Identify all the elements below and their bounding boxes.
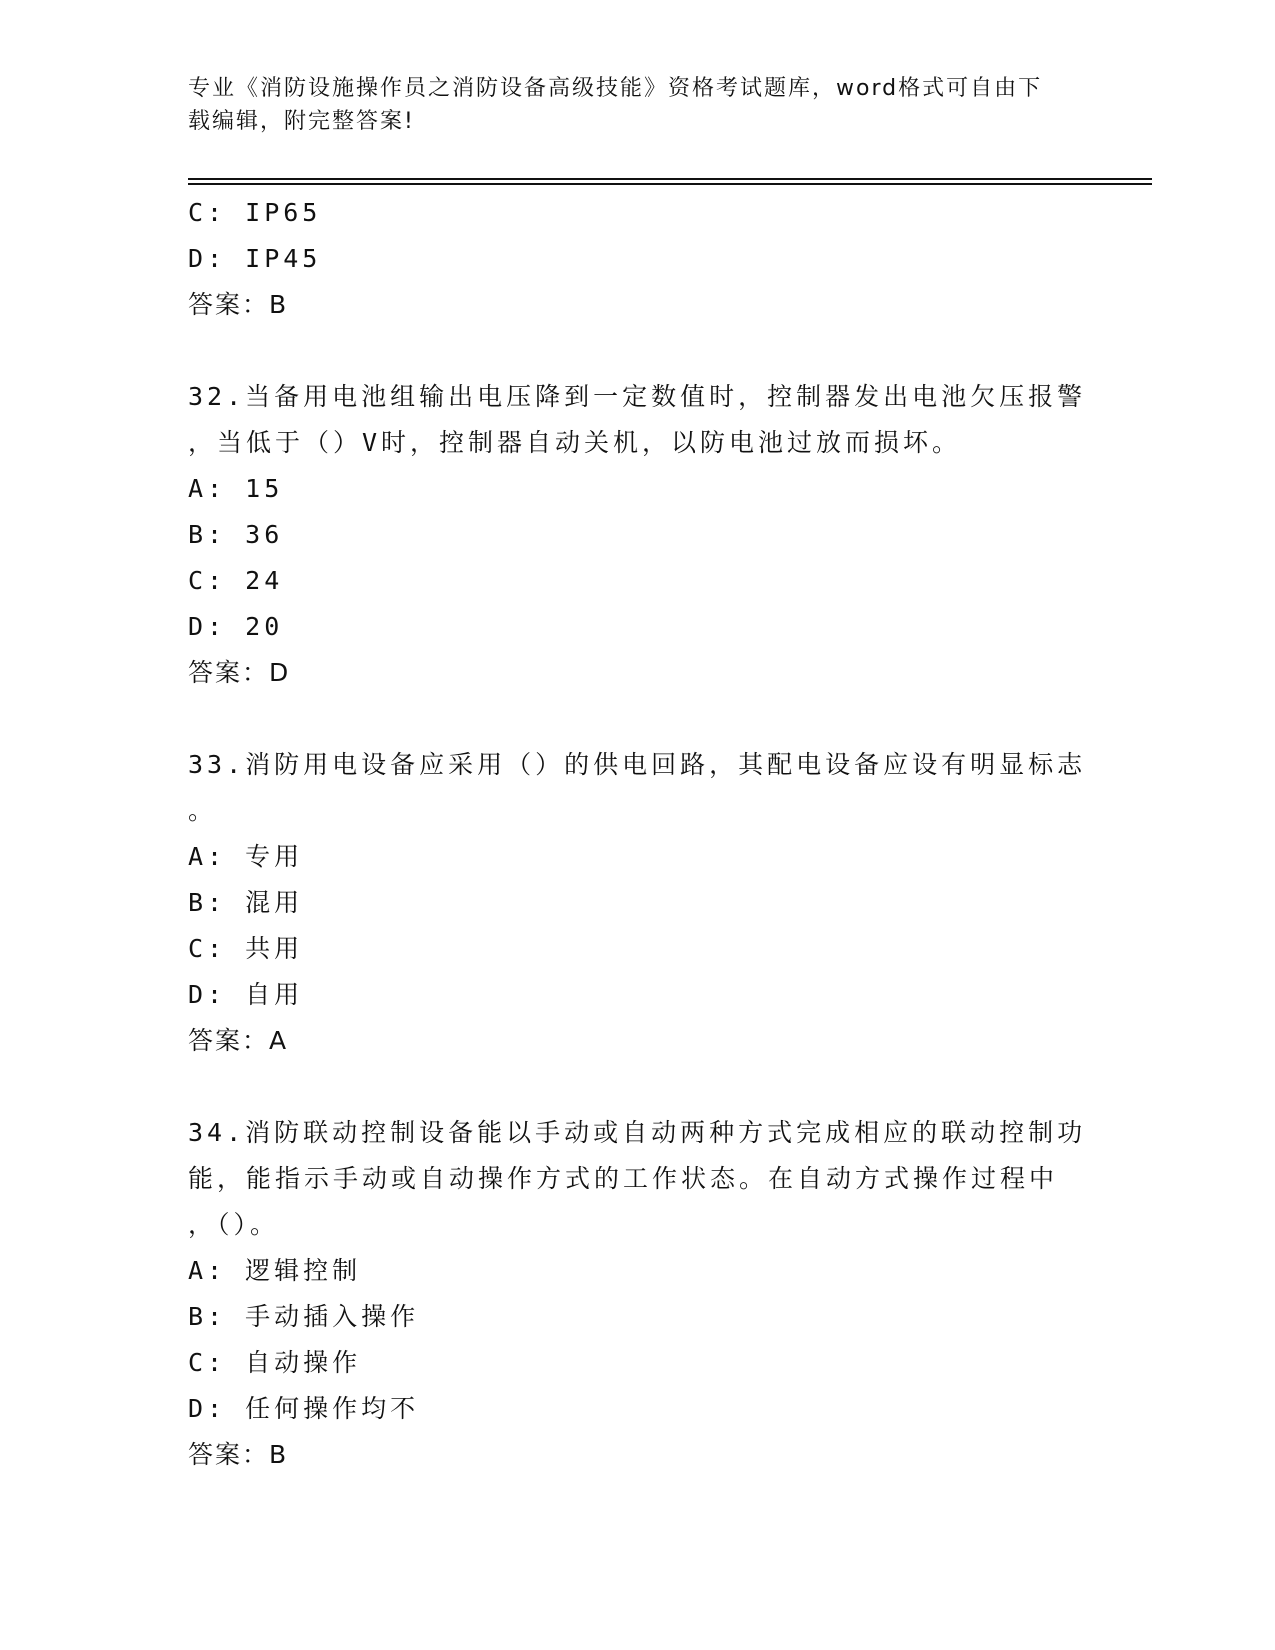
question-33 [188,742,1088,1064]
answer-line: 答案：B [188,290,289,319]
option-d: D: 自用 [188,980,304,1009]
option-a: A: 逻辑控制 [188,1256,362,1285]
question-stem-line: 能，能指示手动或自动操作方式的工作状态。在自动方式操作过程中 [188,1164,1059,1193]
spacer [188,328,1088,374]
question-34 [188,1110,1088,1478]
option-d: D: 任何操作均不 [188,1394,420,1423]
header-rule-top [188,178,1152,180]
spacer [188,1064,1088,1110]
question-stem-line: 34.消防联动控制设备能以手动或自动两种方式完成相应的联动控制功 [188,1118,1087,1147]
option-b: B: 混用 [188,888,304,917]
option-a: A: 15 [188,474,284,503]
option-d: D: 20 [188,612,284,641]
question-stem-line: 32.当备用电池组输出电压降到一定数值时，控制器发出电池欠压报警 [188,382,1087,411]
document-header [188,72,1068,138]
header-rule-bottom [188,183,1152,185]
question-stem-line: ，当低于（）V时，控制器自动关机，以防电池过放而损坏。 [188,428,962,457]
question-stem-line: 。 [188,796,218,825]
option-b: B: 手动插入操作 [188,1302,420,1331]
question-stem-line: 33.消防用电设备应采用（）的供电回路，其配电设备应设有明显标志 [188,750,1087,779]
question-32 [188,374,1088,696]
option-a: A: 专用 [188,842,304,871]
option-b: B: 36 [188,520,284,549]
prev-question-tail [188,190,1088,328]
option-d: D: IP45 [188,244,322,273]
question-stem-line: ，（）。 [188,1210,280,1239]
answer-line: 答案：A [188,1026,289,1055]
header-line-1: 专业《消防设施操作员之消防设备高级技能》资格考试题库，word格式可自由下 [188,76,1043,101]
spacer [188,696,1088,742]
option-c: C: IP65 [188,198,322,227]
header-line-2: 载编辑，附完整答案! [188,109,415,134]
option-c: C: 24 [188,566,284,595]
option-c: C: 共用 [188,934,304,963]
answer-line: 答案：B [188,1440,289,1469]
answer-line: 答案：D [188,658,291,687]
option-c: C: 自动操作 [188,1348,362,1377]
question-list [188,190,1088,1478]
